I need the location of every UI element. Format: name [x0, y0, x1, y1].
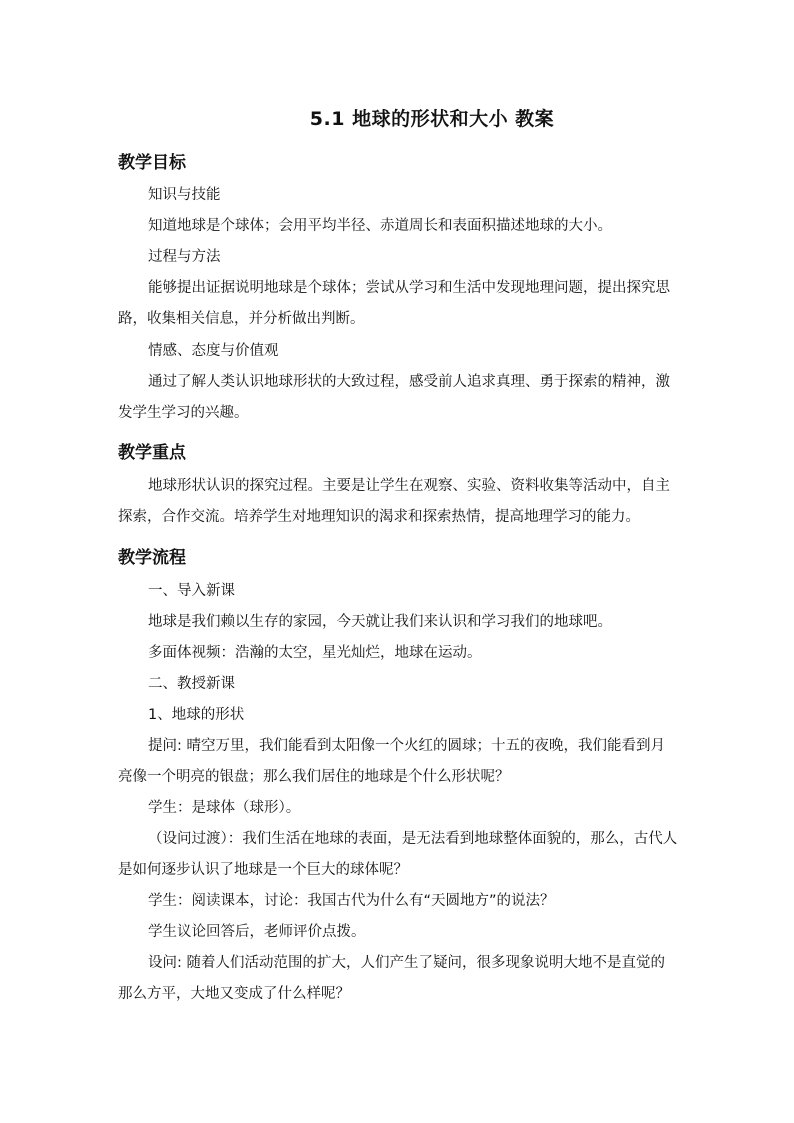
paragraph-teacher-comment: 学生议论回答后，老师评价点拨。: [148, 924, 366, 940]
paragraph-student-reading: 学生：阅读课本，讨论：我国古代为什么有“天圆地方”的说法？: [148, 893, 555, 909]
paragraph-process-method-label: 过程与方法: [148, 249, 221, 265]
paragraph-key-points: 地球形状认识的探究过程。主要是让学生在观察、实验、资料收集等活动中，自主探索，合作交流。培养学生对地理知识的渴求和探索热情，提高地理学习的能力。: [118, 478, 670, 525]
paragraph-shape-label: 1、地球的形状: [148, 707, 245, 723]
paragraph-question-earth: 设问: 随着人们活动范围的扩大，人们产生了疑问，很多现象说明大地不是直觉的那么方平，大地又变成了什么样呢？: [118, 955, 665, 1002]
paragraph-new-lesson-label: 二、教授新课: [148, 676, 235, 692]
section-heading-key-points: 教学重点: [118, 443, 186, 463]
paragraph-intro: 地球是我们赖以生存的家园，今天就让我们来认识和学习我们的地球吧。: [148, 614, 612, 630]
paragraph-knowledge-skills: 知道地球是个球体；会用平均半径、赤道周长和表面积描述地球的大小。: [148, 218, 612, 234]
paragraph-intro-label: 一、导入新课: [148, 583, 235, 599]
section-heading-goals: 教学目标: [118, 153, 186, 173]
paragraph-attitude-label: 情感、态度与价值观: [148, 343, 279, 359]
paragraph-video: 多面体视频：浩瀚的太空，星光灿烂，地球在运动。: [148, 645, 482, 661]
paragraph-transition-question: （设问过渡）：我们生活在地球的表面，是无法看到地球整体面貌的，那么，古代人是如何逐步认识了地球是一个巨大的球体呢？: [118, 831, 678, 878]
paragraph-question-shape: 提问: 晴空万里，我们能看到太阳像一个火红的圆球；十五的夜晚，我们能看到月亮像一个明亮的银盘；那么我们居住的地球是个什么形状呢？: [118, 738, 665, 785]
paragraph-attitude: 通过了解人类认识地球形状的大致过程，感受前人追求真理、勇于探索的精神，激发学生学习的兴趣。: [118, 374, 670, 421]
paragraph-knowledge-skills-label: 知识与技能: [148, 187, 221, 203]
section-heading-process: 教学流程: [118, 548, 186, 568]
document-title: 5.1 地球的形状和大小 教案: [309, 108, 555, 130]
paragraph-student-answer: 学生：是球体（球形）。: [148, 800, 301, 816]
paragraph-process-method: 能够提出证据说明地球是个球体；尝试从学习和生活中发现地理问题，提出探究思路，收集相关信息，并分析做出判断。: [118, 280, 670, 327]
